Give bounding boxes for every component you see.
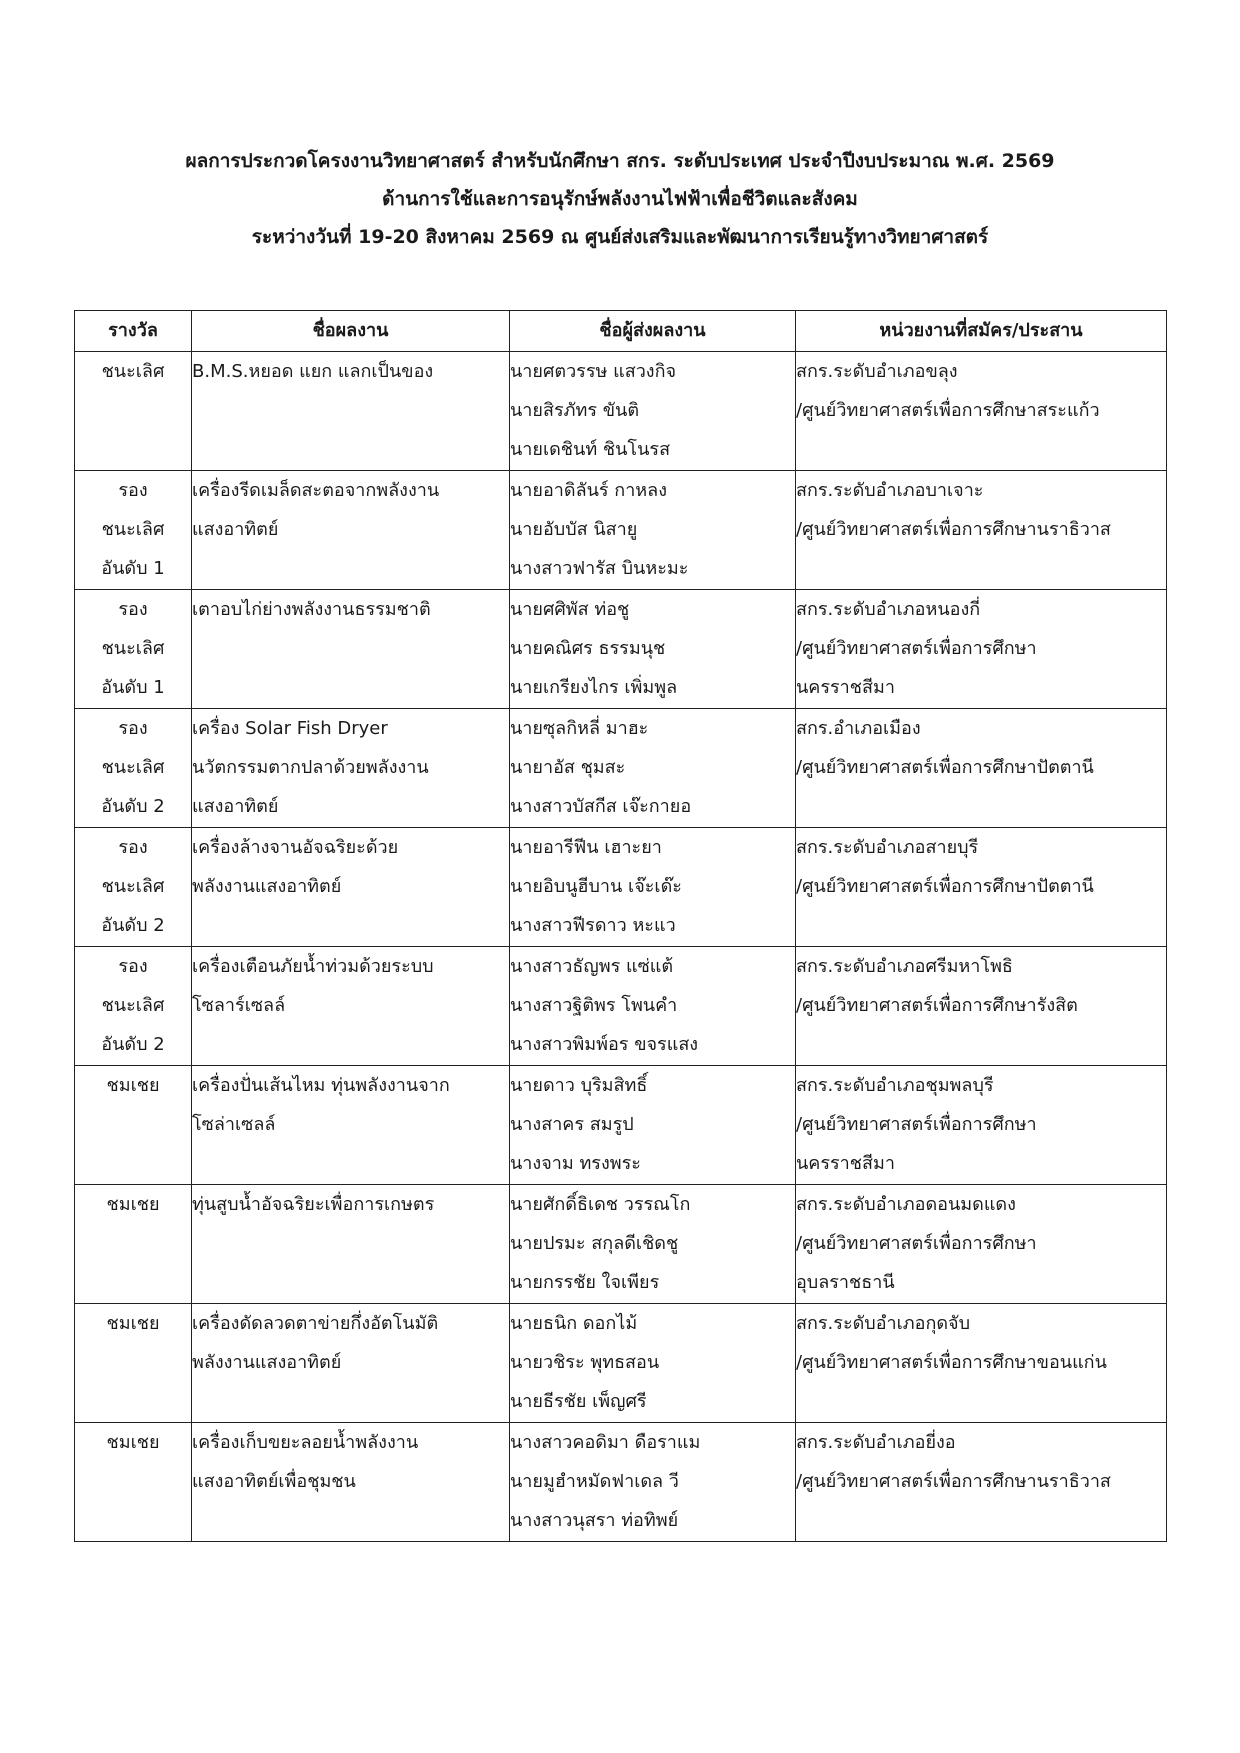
work-cell-line: พลังงานแสงอาทิตย์ xyxy=(192,1352,342,1373)
document-header xyxy=(0,142,1240,256)
work-cell-line: เครื่องเตือนภัยน้ำท่วมด้วยระบบ xyxy=(192,956,434,977)
award-cell-line: ชมเชย xyxy=(106,1194,160,1215)
work-cell-line: พลังงานแสงอาทิตย์ xyxy=(192,876,342,897)
work-cell-line: โซล่าเซลล์ xyxy=(192,1114,276,1135)
work-cell xyxy=(192,947,510,1066)
org-cell xyxy=(796,709,1167,828)
org-cell-line: สกร.ระดับอำเภอยี่งอ xyxy=(796,1432,956,1453)
work-cell xyxy=(192,1066,510,1185)
table-body xyxy=(75,352,1167,1542)
award-cell-line: อันดับ 1 xyxy=(101,558,165,579)
work-cell-line: เครื่องรีดเมล็ดสะตอจากพลังงาน xyxy=(192,480,440,501)
names-cell xyxy=(510,1066,796,1185)
names-cell-line: นายเดชินท์ ชินโนรส xyxy=(510,439,671,460)
org-cell-line: สกร.ระดับอำเภอขลุง xyxy=(796,361,958,382)
work-cell xyxy=(192,471,510,590)
names-cell-line: นายปรมะ สกุลดีเชิดชู xyxy=(510,1233,679,1254)
org-cell xyxy=(796,590,1167,709)
column-header-names: ชื่อผู้ส่งผลงาน xyxy=(510,311,796,352)
names-cell xyxy=(510,1185,796,1304)
award-cell xyxy=(75,471,192,590)
award-cell xyxy=(75,709,192,828)
names-cell-line: นางสาวคอดิมา ดือราแม xyxy=(510,1432,701,1453)
names-cell xyxy=(510,828,796,947)
table-row xyxy=(75,1185,1167,1304)
names-cell-line: นายกรรชัย ใจเพียร xyxy=(510,1272,660,1293)
table-row xyxy=(75,1423,1167,1542)
column-header-work: ชื่อผลงาน xyxy=(192,311,510,352)
names-cell-line: นายมูฮำหมัดฟาเดล วี xyxy=(510,1471,679,1492)
names-cell-line: นายศศิพัส ท่อชู xyxy=(510,599,630,620)
names-cell-line: นายอาดิลันร์ กาหลง xyxy=(510,480,667,501)
work-cell-line: ทุ่นสูบน้ำอัจฉริยะเพื่อการเกษตร xyxy=(192,1194,435,1215)
names-cell-line: นายสิรภัทร ขันติ xyxy=(510,400,640,421)
title-line-3: ระหว่างวันที่ 19-20 สิงหาคม 2569 ณ ศูนย์ส่งเสริมและพัฒนาการเรียนรู้ทางวิทยาศาสตร์ xyxy=(251,226,989,248)
work-cell-line: เครื่องล้างจานอัจฉริยะด้วย xyxy=(192,837,399,858)
award-cell xyxy=(75,1423,192,1542)
work-cell xyxy=(192,828,510,947)
award-cell-line: ชมเชย xyxy=(106,1075,160,1096)
names-cell-line: นายคณิศร ธรรมนุช xyxy=(510,638,666,659)
names-cell-line: นายศตวรรษ แสวงกิจ xyxy=(510,361,677,382)
names-cell-line: นายอิบนูฮีบาน เจ๊ะเด๊ะ xyxy=(510,876,682,897)
org-cell-line: /ศูนย์วิทยาศาสตร์เพื่อการศึกษานราธิวาส xyxy=(796,1471,1111,1492)
award-cell-line: รอง xyxy=(118,837,148,858)
work-cell xyxy=(192,590,510,709)
names-cell-line: นางสาวธัญพร แซ่แต้ xyxy=(510,956,674,977)
work-cell-line: แสงอาทิตย์ xyxy=(192,519,279,540)
org-cell-line: /ศูนย์วิทยาศาสตร์เพื่อการศึกษา xyxy=(796,1114,1037,1135)
award-cell xyxy=(75,947,192,1066)
award-cell-line: รอง xyxy=(118,480,148,501)
names-cell-line: นายวชิระ พุทธสอน xyxy=(510,1352,660,1373)
table-row xyxy=(75,352,1167,471)
names-cell-line: นางสาวฟีรดาว หะแว xyxy=(510,915,676,936)
org-cell-line: นครราชสีมา xyxy=(796,1153,895,1174)
names-cell-line: นายธีรชัย เพ็ญศรี xyxy=(510,1391,647,1412)
work-cell-line: นวัตกรรมตากปลาด้วยพลังงาน xyxy=(192,757,429,778)
award-cell-line: อันดับ 2 xyxy=(101,1034,165,1055)
table-row xyxy=(75,590,1167,709)
award-cell-line: ชนะเลิศ xyxy=(101,995,165,1016)
title-line-2: ด้านการใช้และการอนุรักษ์พลังงานไฟฟ้าเพื่อชีวิตและสังคม xyxy=(382,188,858,210)
org-cell-line: สกร.ระดับอำเภอบาเจาะ xyxy=(796,480,984,501)
names-cell-line: นายดาว บุริมสิทธิ์ xyxy=(510,1075,648,1096)
names-cell-line: นายเกรียงไกร เพิ่มพูล xyxy=(510,677,678,698)
work-cell xyxy=(192,352,510,471)
org-cell-line: /ศูนย์วิทยาศาสตร์เพื่อการศึกษาขอนแก่น xyxy=(796,1352,1107,1373)
org-cell-line: /ศูนย์วิทยาศาสตร์เพื่อการศึกษา xyxy=(796,1233,1037,1254)
names-cell-line: นางสาวนุสรา ท่อทิพย์ xyxy=(510,1510,679,1531)
org-cell-line: สกร.ระดับอำเภอชุมพลบุรี xyxy=(796,1075,994,1096)
org-cell-line: สกร.ระดับอำเภอศรีมหาโพธิ xyxy=(796,956,1013,977)
column-header-award: รางวัล xyxy=(75,311,192,352)
names-cell-line: นางสาวพิมพ์อร ขจรแสง xyxy=(510,1034,699,1055)
work-cell xyxy=(192,1423,510,1542)
award-cell-line: รอง xyxy=(118,599,148,620)
org-cell xyxy=(796,471,1167,590)
award-cell-line: ชนะเลิศ xyxy=(101,876,165,897)
names-cell xyxy=(510,947,796,1066)
org-cell-line: สกร.ระดับอำเภอดอนมดแดง xyxy=(796,1194,1016,1215)
award-cell-line: ชนะเลิศ xyxy=(101,757,165,778)
names-cell-line: นายอารีฟีน เฮาะยา xyxy=(510,837,662,858)
award-cell xyxy=(75,590,192,709)
org-cell xyxy=(796,1066,1167,1185)
award-cell xyxy=(75,1304,192,1423)
names-cell xyxy=(510,709,796,828)
award-cell-line: อันดับ 2 xyxy=(101,915,165,936)
work-cell-line: แสงอาทิตย์ xyxy=(192,796,279,817)
table-row xyxy=(75,947,1167,1066)
org-cell xyxy=(796,828,1167,947)
names-cell-line: นางสาวฐิติพร โพนคำ xyxy=(510,995,678,1016)
award-cell-line: ชมเชย xyxy=(106,1432,160,1453)
org-cell-line: /ศูนย์วิทยาศาสตร์เพื่อการศึกษาสระแก้ว xyxy=(796,400,1100,421)
table-row xyxy=(75,1066,1167,1185)
names-cell-line: นางสาคร สมรูป xyxy=(510,1114,634,1135)
names-cell xyxy=(510,1423,796,1542)
org-cell-line: สกร.ระดับอำเภอสายบุรี xyxy=(796,837,979,858)
table-row xyxy=(75,709,1167,828)
work-cell xyxy=(192,709,510,828)
names-cell-line: นายอับบัส นิสายู xyxy=(510,519,638,540)
title-line-1: ผลการประกวดโครงงานวิทยาศาสตร์ สำหรับนักศึกษา สกร. ระดับประเทศ ประจำปีงบประมาณ พ.ศ. 2569 xyxy=(185,150,1055,172)
org-cell xyxy=(796,947,1167,1066)
org-cell xyxy=(796,1304,1167,1423)
names-cell xyxy=(510,471,796,590)
results-table xyxy=(74,310,1167,1542)
award-cell-line: รอง xyxy=(118,956,148,977)
work-cell-line: B.M.S.หยอด แยก แลกเป็นของ xyxy=(192,361,434,382)
org-cell-line: อุบลราชธานี xyxy=(796,1272,895,1293)
table-header-row xyxy=(75,311,1167,352)
work-cell-line: เตาอบไก่ย่างพลังงานธรรมชาติ xyxy=(192,599,431,620)
org-cell-line: /ศูนย์วิทยาศาสตร์เพื่อการศึกษาปัตตานี xyxy=(796,757,1094,778)
names-cell-line: นางสาวบัสกีส เจ๊ะกายอ xyxy=(510,796,692,817)
names-cell-line: นางสาวฟารัส บินหะมะ xyxy=(510,558,689,579)
award-cell-line: ชนะเลิศ xyxy=(101,519,165,540)
award-cell-line: ชนะเลิศ xyxy=(101,638,165,659)
org-cell-line: สกร.ระดับอำเภอหนองกี่ xyxy=(796,599,981,620)
award-cell-line: ชมเชย xyxy=(106,1313,160,1334)
award-cell-line: ชนะเลิศ xyxy=(101,361,165,382)
table-row xyxy=(75,471,1167,590)
table-row xyxy=(75,1304,1167,1423)
award-cell xyxy=(75,352,192,471)
names-cell-line: นายซุลกิหลี่ มาฮะ xyxy=(510,718,649,739)
org-cell xyxy=(796,1423,1167,1542)
names-cell xyxy=(510,352,796,471)
org-cell-line: /ศูนย์วิทยาศาสตร์เพื่อการศึกษาปัตตานี xyxy=(796,876,1094,897)
names-cell-line: นายาอัส ชุมสะ xyxy=(510,757,626,778)
org-cell xyxy=(796,352,1167,471)
names-cell-line: นายธนิก ดอกไม้ xyxy=(510,1313,638,1334)
org-cell xyxy=(796,1185,1167,1304)
work-cell-line: แสงอาทิตย์เพื่อชุมชน xyxy=(192,1471,356,1492)
award-cell xyxy=(75,1066,192,1185)
names-cell-line: นายศักดิ์ธิเดช วรรณโก xyxy=(510,1194,691,1215)
award-cell-line: อันดับ 2 xyxy=(101,796,165,817)
work-cell-line: โซลาร์เซลล์ xyxy=(192,995,286,1016)
award-cell-line: อันดับ 1 xyxy=(101,677,165,698)
org-cell-line: นครราชสีมา xyxy=(796,677,895,698)
names-cell-line: นางจาม ทรงพระ xyxy=(510,1153,641,1174)
org-cell-line: สกร.อำเภอเมือง xyxy=(796,718,921,739)
award-cell xyxy=(75,828,192,947)
work-cell xyxy=(192,1185,510,1304)
org-cell-line: /ศูนย์วิทยาศาสตร์เพื่อการศึกษานราธิวาส xyxy=(796,519,1111,540)
award-cell-line: รอง xyxy=(118,718,148,739)
work-cell-line: เครื่องปั่นเส้นไหม ทุ่นพลังงานจาก xyxy=(192,1075,450,1096)
work-cell xyxy=(192,1304,510,1423)
names-cell xyxy=(510,1304,796,1423)
table-row xyxy=(75,828,1167,947)
org-cell-line: สกร.ระดับอำเภอกุดจับ xyxy=(796,1313,971,1334)
names-cell xyxy=(510,590,796,709)
work-cell-line: เครื่องเก็บขยะลอยน้ำพลังงาน xyxy=(192,1432,419,1453)
org-cell-line: /ศูนย์วิทยาศาสตร์เพื่อการศึกษารังสิต xyxy=(796,995,1078,1016)
org-cell-line: /ศูนย์วิทยาศาสตร์เพื่อการศึกษา xyxy=(796,638,1037,659)
column-header-org: หน่วยงานที่สมัคร/ประสาน xyxy=(796,311,1167,352)
award-cell xyxy=(75,1185,192,1304)
work-cell-line: เครื่องดัดลวดตาข่ายกึ่งอัตโนมัติ xyxy=(192,1313,439,1334)
work-cell-line: เครื่อง Solar Fish Dryer xyxy=(192,718,388,739)
